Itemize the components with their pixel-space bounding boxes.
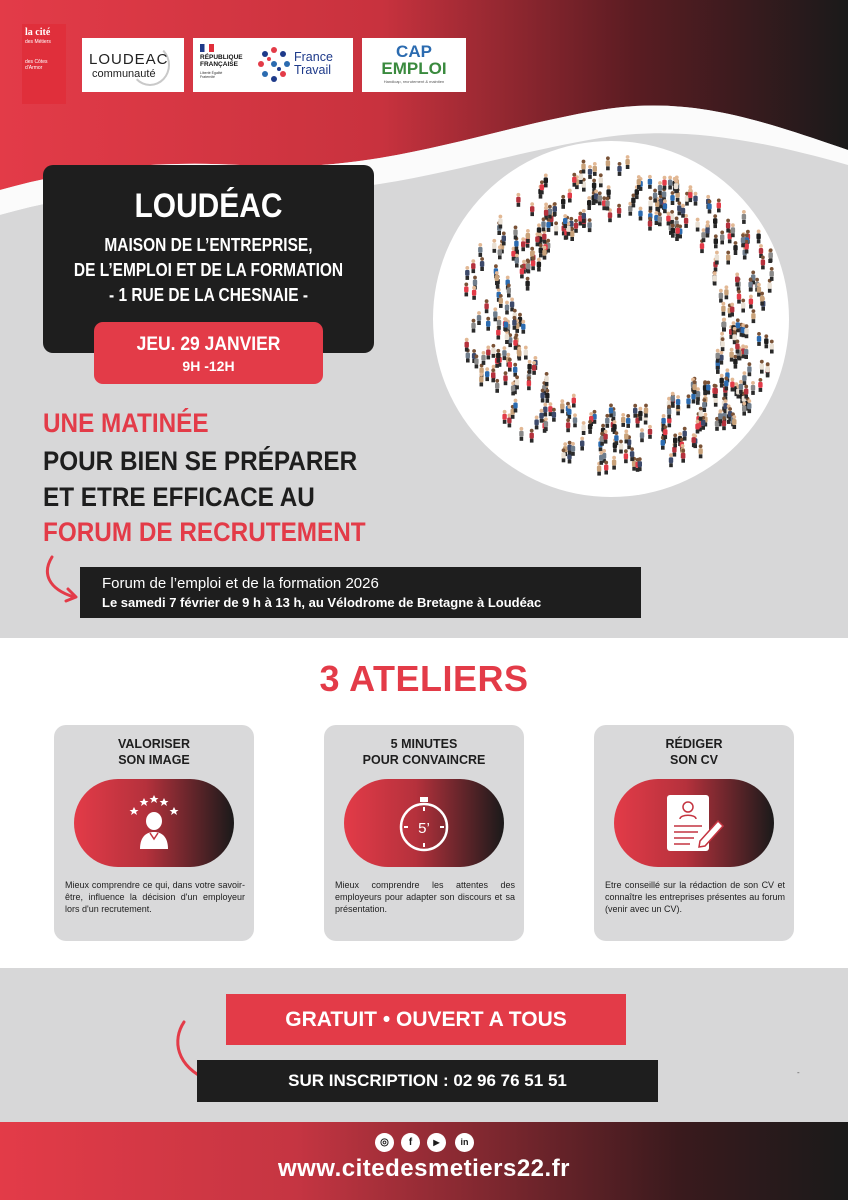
crowd-person xyxy=(770,267,774,281)
crowd-person xyxy=(730,303,734,317)
timer-label: 5’ xyxy=(418,820,430,837)
crowd-person xyxy=(692,380,696,394)
crowd-person xyxy=(496,349,500,363)
crowd-person xyxy=(707,200,711,214)
crowd-person xyxy=(676,224,680,238)
loudeac-logo-line1: LOUDEAC xyxy=(89,51,169,68)
inscription-phone[interactable]: SUR INSCRIPTION : 02 96 76 51 51 xyxy=(197,1060,658,1102)
crowd-person xyxy=(658,212,662,226)
crowd-person xyxy=(720,374,724,388)
crowd-person xyxy=(491,368,495,382)
crowd-circle-image xyxy=(433,141,789,497)
crowd-person xyxy=(695,218,699,232)
crowd-person xyxy=(722,416,726,430)
instagram-icon[interactable]: ◎ xyxy=(375,1133,394,1152)
crowd-person xyxy=(495,379,499,393)
crowd-person xyxy=(580,437,584,451)
crowd-person xyxy=(572,394,576,408)
crowd-person xyxy=(648,425,652,439)
crowd-person xyxy=(705,224,709,238)
atelier-card-image xyxy=(54,725,254,941)
crowd-person xyxy=(554,221,558,235)
person-stars-icon xyxy=(114,787,194,859)
crowd-person xyxy=(552,408,556,422)
crowd-person xyxy=(717,199,721,213)
crowd-person xyxy=(638,407,642,421)
crowd-person xyxy=(520,265,524,279)
crowd-person xyxy=(624,449,628,463)
crowd-person xyxy=(521,320,525,334)
headline-line-3: ET ETRE EFFICACE AU xyxy=(43,482,315,512)
crowd-person xyxy=(505,330,509,344)
date-badge xyxy=(94,322,323,384)
crowd-person xyxy=(513,363,517,377)
crowd-person xyxy=(686,394,690,408)
crowd-person xyxy=(498,215,502,229)
crowd-person xyxy=(668,176,672,190)
crowd-person xyxy=(541,217,545,231)
crowd-person xyxy=(713,272,717,286)
crowd-person xyxy=(626,414,630,428)
facebook-icon[interactable]: f xyxy=(401,1133,420,1152)
crowd-person xyxy=(561,448,565,462)
crowd-person xyxy=(531,256,535,270)
crowd-person xyxy=(698,444,702,458)
crowd-person xyxy=(525,277,529,291)
forum-details: Le samedi 7 février de 9 h à 13 h, au Vélodrome de Bretagne à Loudéac xyxy=(102,595,542,610)
crowd-person xyxy=(588,165,592,179)
crowd-person xyxy=(741,233,745,247)
crowd-person xyxy=(502,232,506,246)
crowd-person xyxy=(648,217,652,231)
cv-document-icon xyxy=(654,787,734,859)
crowd-person xyxy=(566,222,570,236)
crowd-person xyxy=(561,195,565,209)
crowd-person xyxy=(542,230,546,244)
event-time: 9H -12H xyxy=(182,358,235,374)
atelier-icon-pill xyxy=(614,779,774,867)
crowd-person xyxy=(505,301,509,315)
crowd-person xyxy=(742,402,746,416)
crowd-person xyxy=(719,289,723,303)
crowd-person xyxy=(624,430,628,444)
crowd-person xyxy=(587,218,591,232)
crowd-person xyxy=(573,413,577,427)
crowd-person xyxy=(495,271,499,285)
crowd-person xyxy=(603,430,607,444)
crowd-person xyxy=(491,344,495,358)
crowd-person xyxy=(749,295,753,309)
crowd-person xyxy=(735,340,739,354)
crowd-person xyxy=(693,192,697,206)
crowd-person xyxy=(486,317,490,331)
crowd-person xyxy=(751,381,755,395)
crowd-person xyxy=(553,202,557,216)
crowd-person xyxy=(581,421,585,435)
crowd-person xyxy=(492,239,496,253)
crowd-person xyxy=(726,219,730,233)
crowd-person xyxy=(512,316,516,330)
crowd-person xyxy=(605,414,609,428)
crowd-person xyxy=(731,223,735,237)
cite-des-metiers-logo xyxy=(22,24,66,104)
headline-line-4: FORUM DE RECRUTEMENT xyxy=(43,517,366,547)
crowd-person xyxy=(653,189,657,203)
crowd-person xyxy=(480,257,484,271)
atelier-description: Mieux comprendre ce qui, dans votre savoir-être, influence la décision d'un employeur lors d'un recrutement. xyxy=(65,880,245,914)
crowd-person xyxy=(513,226,517,240)
crowd-person xyxy=(637,175,641,189)
cap-logo-tagline: Handicap, recrutement & maintien xyxy=(383,79,445,84)
crowd-person xyxy=(756,230,760,244)
crowd-person xyxy=(526,260,530,274)
crowd-person xyxy=(621,413,625,427)
cite-logo-line1: la cité xyxy=(25,27,51,38)
crowd-person xyxy=(747,399,751,413)
forum-title: Forum de l’emploi et de la formation 2026 xyxy=(102,575,379,592)
crowd-person xyxy=(677,201,681,215)
crowd-person xyxy=(471,319,475,333)
crowd-person xyxy=(673,434,677,448)
youtube-icon[interactable]: ▶ xyxy=(427,1133,446,1152)
crowd-person xyxy=(769,248,773,262)
crowd-person xyxy=(472,286,476,300)
stopwatch-icon xyxy=(384,787,464,859)
crowd-person xyxy=(757,283,761,297)
crowd-person xyxy=(714,234,718,248)
crowd-person xyxy=(739,380,743,394)
crowd-person xyxy=(493,307,497,321)
crowd-person xyxy=(744,324,748,338)
crowd-person xyxy=(572,173,576,187)
crowd-person xyxy=(560,399,564,413)
crowd-person xyxy=(539,409,543,423)
atelier-title: 5 MINUTES POUR CONVAINCRE xyxy=(362,737,486,767)
crowd-person xyxy=(609,404,613,418)
crowd-person xyxy=(499,294,503,308)
headline-line-2: POUR BIEN SE PRÉPARER xyxy=(43,446,358,476)
crowd-person xyxy=(614,431,618,445)
crowd-person xyxy=(748,278,752,292)
crowd-illustration xyxy=(433,141,789,497)
crowd-person xyxy=(544,372,548,386)
crowd-person xyxy=(484,299,488,313)
crowd-person xyxy=(598,191,602,205)
crowd-person xyxy=(581,160,585,174)
crowd-person xyxy=(527,376,531,390)
crowd-person xyxy=(688,188,692,202)
crowd-person xyxy=(593,162,597,176)
marianne-flag-icon xyxy=(200,44,214,52)
crowd-person xyxy=(544,417,548,431)
crowd-person xyxy=(530,202,534,216)
crowd-person xyxy=(543,403,547,417)
crowd-person xyxy=(535,232,539,246)
crowd-person xyxy=(638,207,642,221)
crowd-person xyxy=(757,332,761,346)
crowd-person xyxy=(724,285,728,299)
crowd-person xyxy=(640,428,644,442)
crowd-person xyxy=(544,206,548,220)
france-travail-dots-icon xyxy=(255,44,293,86)
crowd-person xyxy=(744,385,748,399)
crowd-person xyxy=(720,337,724,351)
crowd-person xyxy=(599,451,603,465)
crowd-person xyxy=(542,246,546,260)
crowd-person xyxy=(730,378,734,392)
crowd-person xyxy=(540,389,544,403)
crowd-person xyxy=(546,218,550,232)
republique-france-travail-logo xyxy=(193,38,353,92)
crowd-person xyxy=(667,405,671,419)
crowd-person xyxy=(633,404,637,418)
crowd-person xyxy=(478,243,482,257)
crowd-person xyxy=(507,284,511,298)
crowd-person xyxy=(567,405,571,419)
cite-logo-line2: des Métiers xyxy=(25,39,51,45)
crowd-person xyxy=(638,457,642,471)
republique-motto: Liberté Égalité Fraternité xyxy=(200,71,223,79)
crowd-person xyxy=(568,189,572,203)
crowd-person xyxy=(699,407,703,421)
crowd-person xyxy=(540,180,544,194)
crowd-person xyxy=(537,258,541,272)
republique-text: RÉPUBLIQUE FRANÇAISE xyxy=(200,54,243,68)
crowd-person xyxy=(517,347,521,361)
crowd-person xyxy=(521,237,525,251)
gratuit-banner: GRATUIT • OUVERT A TOUS xyxy=(226,994,626,1045)
address-line-2: DE L’EMPLOI ET DE LA FORMATION xyxy=(73,260,344,280)
crowd-person xyxy=(617,204,621,218)
crowd-person xyxy=(663,199,667,213)
crowd-person xyxy=(669,453,673,467)
crowd-person xyxy=(604,461,608,475)
crowd-person xyxy=(477,311,481,325)
crowd-person xyxy=(515,254,519,268)
crowd-person xyxy=(666,212,670,226)
crowd-person xyxy=(519,427,523,441)
crowd-person xyxy=(695,420,699,434)
atelier-description: Mieux comprendre les attentes des employeurs pour adapter son discours et sa présentation. xyxy=(335,880,515,914)
crowd-person xyxy=(760,360,764,374)
crowd-person xyxy=(619,440,623,454)
crowd-person xyxy=(737,290,741,304)
atelier-icon-pill xyxy=(74,779,234,867)
crowd-person xyxy=(760,292,764,306)
event-date: JEU. 29 JANVIER xyxy=(136,334,281,355)
crowd-person xyxy=(530,429,534,443)
crowd-person xyxy=(574,219,578,233)
crowd-person xyxy=(715,417,719,431)
website-link[interactable]: www.citedesmetiers22.fr xyxy=(277,1155,571,1182)
loudeac-logo-line2: communauté xyxy=(92,68,156,80)
crowd-person xyxy=(724,377,728,391)
crowd-person xyxy=(766,362,770,376)
atelier-card-cv xyxy=(594,725,794,941)
cap-logo-line2: EMPLOI xyxy=(381,59,447,78)
crowd-person xyxy=(701,228,705,242)
crowd-person xyxy=(502,410,506,424)
crowd-person xyxy=(524,346,528,360)
crowd-person xyxy=(582,209,586,223)
cap-logo-line1: CAP xyxy=(396,42,432,61)
crowd-person xyxy=(465,338,469,352)
crowd-person xyxy=(674,179,678,193)
cap-emploi-logo xyxy=(362,38,466,92)
crowd-person xyxy=(722,318,726,332)
crowd-person xyxy=(735,273,739,287)
crowd-person xyxy=(747,362,751,376)
crowd-person xyxy=(716,349,720,363)
crowd-person xyxy=(485,367,489,381)
crowd-person xyxy=(545,389,549,403)
crowd-person xyxy=(718,409,722,423)
crowd-person xyxy=(681,449,685,463)
crowd-person xyxy=(548,205,552,219)
crowd-person xyxy=(532,361,536,375)
crowd-person xyxy=(599,173,603,187)
crowd-person xyxy=(474,355,478,369)
crowd-person xyxy=(729,348,733,362)
crowd-person xyxy=(744,345,748,359)
crowd-person xyxy=(539,244,543,258)
crowd-person xyxy=(588,420,592,434)
crowd-person xyxy=(594,190,598,204)
crowd-person xyxy=(612,456,616,470)
crowd-person xyxy=(526,229,530,243)
crowd-person xyxy=(527,360,531,374)
crowd-person xyxy=(516,193,520,207)
crowd-person xyxy=(662,176,666,190)
crowd-person xyxy=(726,251,730,265)
crowd-person xyxy=(683,427,687,441)
crowd-person xyxy=(503,371,507,385)
crowd-person xyxy=(465,266,469,280)
address-line-3: - 1 RUE DE LA CHESNAIE - xyxy=(109,285,308,305)
crowd-person xyxy=(497,316,501,330)
crowd-person xyxy=(630,447,634,461)
france-travail-text: France Travail xyxy=(294,50,333,77)
headline-line-1: UNE MATINÉE xyxy=(43,408,209,438)
crowd-person xyxy=(534,416,538,430)
atelier-icon-pill xyxy=(344,779,504,867)
crowd-person xyxy=(751,309,755,323)
crowd-person xyxy=(582,178,586,192)
crowd-person xyxy=(511,382,515,396)
crowd-person xyxy=(508,358,512,372)
crowd-person xyxy=(570,227,574,241)
crowd-person xyxy=(713,214,717,228)
crowd-person xyxy=(606,156,610,170)
crowd-person xyxy=(663,425,667,439)
cite-logo-line3: des Côtes d'Armor xyxy=(25,59,48,71)
crowd-person xyxy=(513,336,517,350)
address-line-1: MAISON DE L’ENTREPRISE, xyxy=(104,235,313,255)
atelier-card-convaincre xyxy=(324,725,524,941)
crowd-person xyxy=(715,251,719,265)
crowd-person xyxy=(733,241,737,255)
atelier-description: Etre conseillé sur la rédaction de son CV et connaître les entreprises présentes au forum (venir avec un CV). xyxy=(605,880,785,914)
crowd-person xyxy=(706,381,710,395)
crowd-person xyxy=(504,318,508,332)
linkedin-icon[interactable]: in xyxy=(455,1133,474,1152)
loudeac-communaute-logo xyxy=(82,38,184,92)
forum-banner xyxy=(80,567,641,618)
crowd-person xyxy=(513,399,517,413)
crowd-person xyxy=(742,210,746,224)
crowd-person xyxy=(566,418,570,432)
crowd-person xyxy=(515,375,519,389)
crowd-person xyxy=(486,346,490,360)
crowd-person xyxy=(625,155,629,169)
crowd-person xyxy=(736,318,740,332)
crowd-person xyxy=(671,392,675,406)
crowd-person xyxy=(692,433,696,447)
crowd-person xyxy=(720,231,724,245)
crowd-person xyxy=(658,181,662,195)
crowd-person xyxy=(571,442,575,456)
crowd-person xyxy=(702,398,706,412)
city-title: LOUDÉAC xyxy=(134,187,283,225)
crowd-person xyxy=(770,340,774,354)
crowd-person xyxy=(758,378,762,392)
crowd-person xyxy=(648,175,652,189)
crowd-person xyxy=(498,245,502,259)
crowd-person xyxy=(587,196,591,210)
crowd-person xyxy=(671,224,675,238)
crowd-person xyxy=(605,197,609,211)
crowd-person xyxy=(648,196,652,210)
stray-dash: - xyxy=(797,1068,800,1077)
crowd-person xyxy=(742,371,746,385)
crowd-person xyxy=(544,174,548,188)
crowd-person xyxy=(714,384,718,398)
crowd-person xyxy=(631,194,635,208)
crowd-person xyxy=(481,351,485,365)
crowd-person xyxy=(563,214,567,228)
crowd-person xyxy=(676,395,680,409)
crowd-person xyxy=(471,259,475,273)
crowd-person xyxy=(681,204,685,218)
crowd-person xyxy=(670,191,674,205)
crowd-person xyxy=(732,415,736,429)
crowd-person xyxy=(761,256,765,270)
crowd-person xyxy=(617,162,621,176)
atelier-title: RÉDIGER SON CV xyxy=(665,737,723,767)
crowd-person xyxy=(644,404,648,418)
crowd-person xyxy=(502,346,506,360)
crowd-person xyxy=(764,334,768,348)
atelier-title: VALORISER SON IMAGE xyxy=(118,737,190,767)
ateliers-title: 3 ATELIERS xyxy=(319,658,529,699)
crowd-person xyxy=(479,373,483,387)
crowd-person xyxy=(464,283,468,297)
crowd-person xyxy=(721,302,725,316)
crowd-person xyxy=(741,299,745,313)
